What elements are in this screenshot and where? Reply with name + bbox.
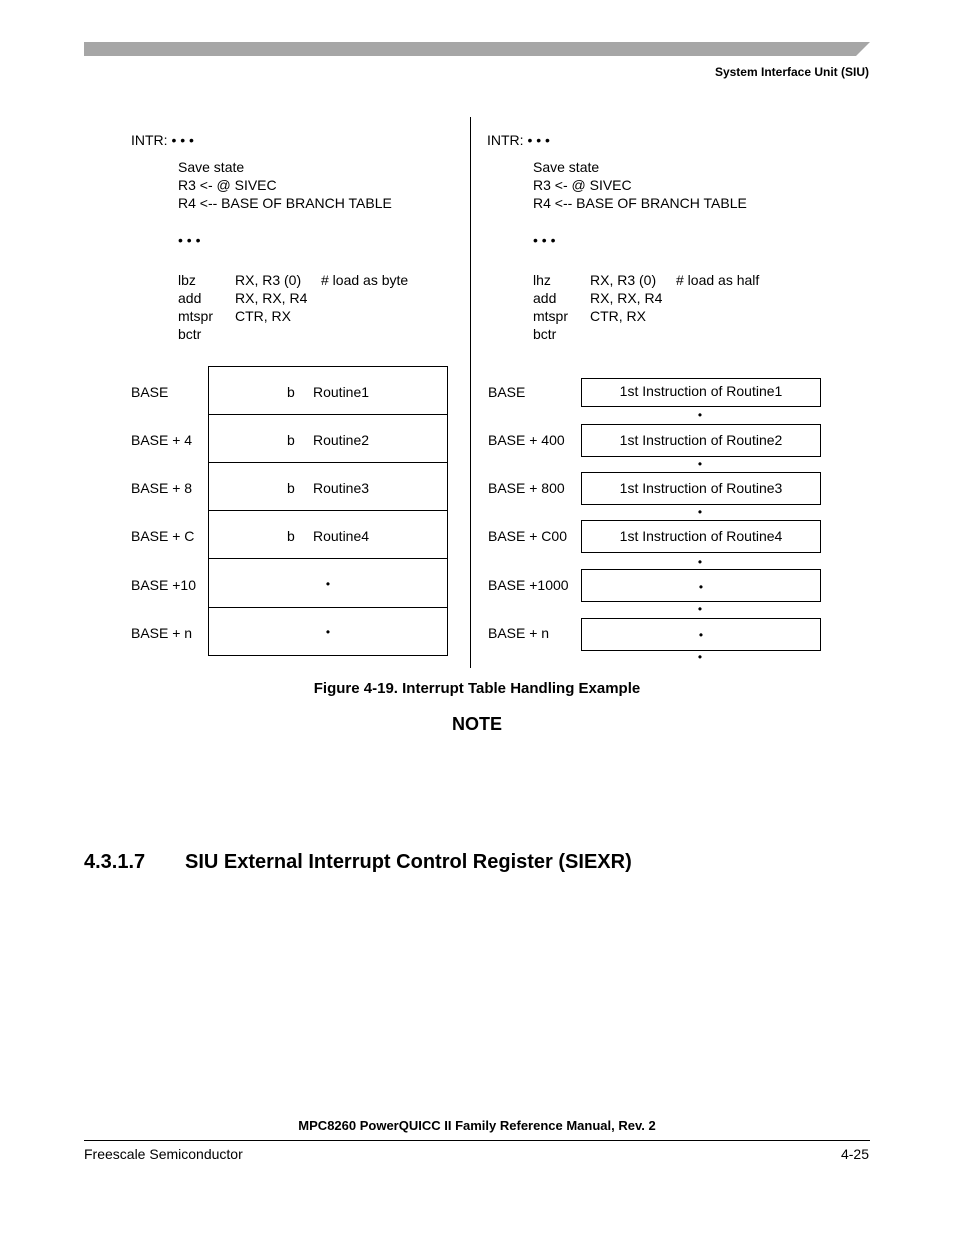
bullet: • <box>697 650 703 664</box>
bullet: • <box>698 580 704 594</box>
table-row <box>208 607 448 656</box>
section-title: SIU External Interrupt Control Register (SIEXR) <box>185 851 632 873</box>
code-line: Save state <box>533 159 600 175</box>
intr-label: INTR: • • • <box>487 132 550 148</box>
routine-instruction: 1st Instruction of Routine3 <box>619 480 783 496</box>
branch-target: Routine3 <box>313 480 370 496</box>
instr-args: RX, RX, R4 <box>590 290 663 306</box>
table-row <box>581 618 821 651</box>
instr-op: add <box>178 290 202 306</box>
footer-rule <box>84 1140 870 1141</box>
routine-instruction: 1st Instruction of Routine2 <box>619 432 783 448</box>
table-row-label: BASE + n <box>488 625 550 641</box>
instr-args: RX, RX, R4 <box>235 290 308 306</box>
table-row-label: BASE + 4 <box>131 432 193 448</box>
table-row <box>581 569 821 602</box>
branch-target: Routine1 <box>313 384 370 400</box>
table-row-label: BASE + C00 <box>488 528 567 544</box>
page-number: 4-25 <box>840 1146 869 1162</box>
routine-instruction: 1st Instruction of Routine1 <box>619 383 783 399</box>
footer-company: Freescale Semiconductor <box>84 1146 243 1162</box>
table-row-label: BASE +10 <box>131 577 196 593</box>
branch-op: b <box>287 480 295 496</box>
instr-op: mtspr <box>178 308 213 324</box>
bullet: • <box>697 505 703 519</box>
bullet: • <box>697 408 703 422</box>
table-row-label: BASE +1000 <box>488 577 569 593</box>
instr-op: lhz <box>533 272 551 288</box>
ellipsis-dots: • • • <box>533 232 556 248</box>
intr-label: INTR: • • • <box>131 132 194 148</box>
table-row <box>208 414 448 463</box>
instr-op: lbz <box>178 272 196 288</box>
table-row <box>208 510 448 559</box>
bullet: • <box>325 577 331 591</box>
table-row <box>581 378 821 407</box>
figure-caption: Figure 4-19. Interrupt Table Handling Example <box>313 680 641 697</box>
instr-args: CTR, RX <box>590 308 646 324</box>
instr-args: RX, R3 (0) <box>235 272 302 288</box>
instr-args: CTR, RX <box>235 308 291 324</box>
instr-op: bctr <box>178 326 202 342</box>
table-row-label: BASE + n <box>131 625 193 641</box>
table-row-label: BASE <box>131 384 169 400</box>
branch-op: b <box>287 384 295 400</box>
instr-op: bctr <box>533 326 557 342</box>
code-line: R4 <-- BASE OF BRANCH TABLE <box>533 195 747 211</box>
bullet: • <box>325 625 331 639</box>
bullet: • <box>697 457 703 471</box>
figure-divider <box>470 117 471 668</box>
table-row-label: BASE + 8 <box>131 480 193 496</box>
manual-title: MPC8260 PowerQUICC II Family Reference Manual, Rev. 2 <box>298 1118 656 1133</box>
branch-target: Routine4 <box>313 528 370 544</box>
branch-op: b <box>287 432 295 448</box>
running-header: System Interface Unit (SIU) <box>714 65 869 79</box>
instr-comment: # load as half <box>676 272 760 288</box>
table-row <box>208 366 448 415</box>
table-row <box>581 472 821 505</box>
bullet: • <box>697 602 703 616</box>
table-row-label: BASE + C <box>131 528 195 544</box>
instr-op: add <box>533 290 557 306</box>
branch-target: Routine2 <box>313 432 370 448</box>
instr-comment: # load as byte <box>321 272 409 288</box>
code-line: Save state <box>178 159 245 175</box>
bullet: • <box>698 628 704 642</box>
ellipsis-dots: • • • <box>178 232 201 248</box>
routine-instruction: 1st Instruction of Routine4 <box>619 528 783 544</box>
table-row-label: BASE <box>488 384 526 400</box>
section-number: 4.3.1.7 <box>84 851 146 873</box>
branch-op: b <box>287 528 295 544</box>
table-row-label: BASE + 400 <box>488 432 565 448</box>
instr-op: mtspr <box>533 308 568 324</box>
code-line: R3 <- @ SIVEC <box>178 177 277 193</box>
code-line: R4 <-- BASE OF BRANCH TABLE <box>178 195 392 211</box>
instr-args: RX, R3 (0) <box>590 272 657 288</box>
table-row-label: BASE + 800 <box>488 480 565 496</box>
table-row <box>581 424 821 457</box>
table-row <box>208 558 448 608</box>
code-line: R3 <- @ SIVEC <box>533 177 632 193</box>
table-row <box>581 520 821 553</box>
note-heading: NOTE <box>451 714 503 734</box>
bullet: • <box>697 555 703 569</box>
table-row <box>208 462 448 511</box>
header-bar <box>84 42 870 56</box>
